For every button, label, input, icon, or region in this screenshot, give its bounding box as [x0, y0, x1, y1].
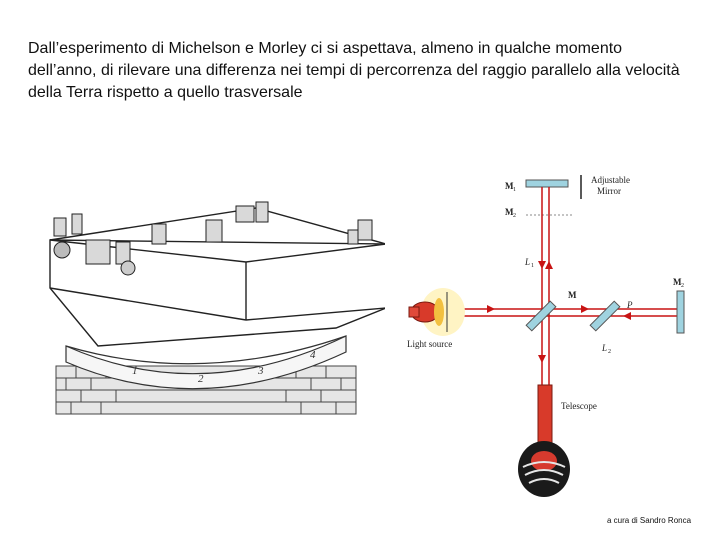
- michelson-morley-apparatus-figure: [36, 196, 396, 416]
- apparatus-label-3: 3: [258, 365, 264, 377]
- adjustable-label-line1: Adjustable: [591, 175, 630, 185]
- label-l1-sub: 1: [531, 263, 534, 269]
- light-source-label: Light source: [407, 339, 453, 349]
- telescope: [538, 385, 552, 445]
- label-m1: M: [505, 181, 514, 191]
- slide-body-text: Dall’esperimento di Michelson e Morley ci si aspettava, almeno in qualche momento dell’anno, di rilevare una differenza nei tempi di percorrenza del raggio parallelo alla velocità della Terra rispetto a quello trasversale: [28, 40, 680, 101]
- telescope-label: Telescope: [561, 401, 597, 411]
- label-m1-prime-sub: 2: [513, 213, 516, 219]
- mirror-m1: [526, 180, 568, 187]
- adjustable-label-line2: Mirror: [597, 186, 621, 196]
- footer-credit: a cura di Sandro Ronca: [607, 516, 692, 525]
- label-m: M: [568, 290, 577, 300]
- apparatus-label-2: 2: [198, 373, 204, 385]
- label-l1: L: [525, 257, 531, 267]
- observer-head-icon: [518, 441, 570, 497]
- interferometer-diagram: [385, 149, 706, 511]
- label-m1-prime: M: [505, 207, 514, 217]
- label-l2-sub: 2: [608, 349, 611, 355]
- label-m2-sub: 2: [681, 283, 684, 289]
- apparatus-label-4: 4: [310, 349, 316, 361]
- mirror-m2: [677, 291, 684, 333]
- label-m1-sub: 1: [513, 187, 516, 193]
- label-m2: M: [673, 277, 682, 287]
- label-p: P: [627, 300, 633, 310]
- apparatus-label-1: 1: [132, 365, 138, 377]
- label-l2: L: [602, 343, 608, 353]
